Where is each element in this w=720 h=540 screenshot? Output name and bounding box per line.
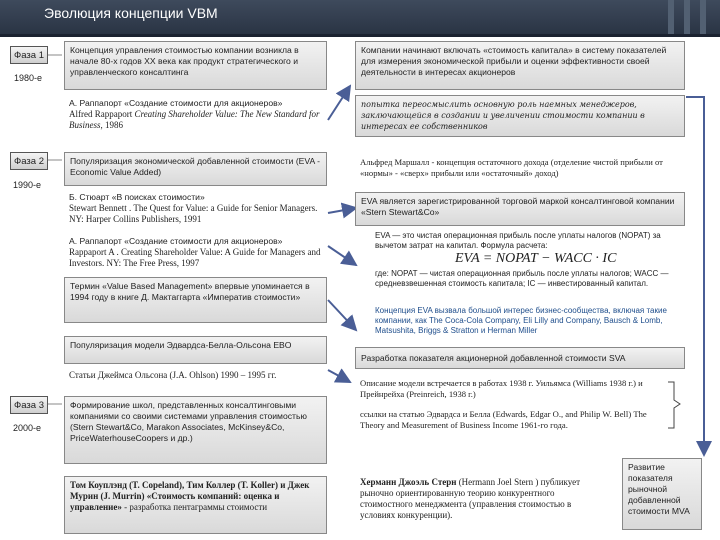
rappaport-1997 — [64, 234, 332, 274]
rappaport-1986-ru: А. Раппапорт «Создание стоимости для акционеров» — [69, 98, 283, 108]
sva-box: Разработка показателя акционерной добавленной стоимости SVA — [355, 347, 685, 369]
williams-text: Описание модели встречается в работах 1938 г. Уильямса (Williams 1938 г.) и Прейнрейха (Preinreich, 1938 г.) — [360, 378, 643, 399]
phase-3-years: 2000-е — [13, 423, 42, 433]
attempt-box: попытка переосмыслить основную роль наемных менеджеров, заключающейся в создании и увеличении стоимости компании в интересах ее собственников — [355, 95, 685, 137]
consulting-schools-box: Формирование школ, представленных консалтинговыми компаниями со своими системами управления стоимостью (Stern Stewart&Co, Marakon Associates, McKinsey&Co, PriceWaterhouseCoopers и др.) — [64, 396, 327, 464]
ebo-popularization-box: Популяризация модели Эдвардса-Белла-Ольсона EBO — [64, 336, 327, 364]
eva-formula: EVA = NOPAT − WACC · IC — [455, 251, 617, 266]
copeland-suffix: - разработка пентаграммы стоимости — [121, 502, 268, 512]
rappaport-1997-ru: А. Раппапорт «Создание стоимости для акционеров» — [69, 236, 283, 246]
rappaport-1986-author: Alfred Rappaport — [69, 109, 133, 119]
arrow-rappaport-where — [328, 246, 356, 265]
eva-popularization-box: Популяризация экономической добавленной стоимости (EVA - Economic Value Added) — [64, 152, 327, 186]
eva-interest-text: Концепция EVA вызвала большой интерес бизнес-сообщества, включая такие компании, как The Coca-Cola Company, Eli Lilly and Company, Bausch & Lomb, Matsushita, Briggs & Stratton и Herman Miller — [375, 306, 667, 335]
rappaport-1986-title: Creating Shareholder Value: The New Standard for Business — [69, 109, 320, 130]
edwards-bell-text: ссылки на статью Эдвардса и Белла (Edwards, Edgar O., and Philip W. Bell) The Theory and Measurement of Business Income 1961-го года. — [360, 409, 647, 430]
stern-rest: (Hermann Joel Stern ) публикует рыночно ориентированную теорию конкурентного стоимостного менеджмента (управления стоимостью в условиях конкуренции). — [360, 477, 581, 520]
eva-trademark-box: EVA является зарегистрированной торговой маркой консалтинговой компании «Stern Stewart&Co» — [355, 192, 685, 226]
vbm-term-box: Термин «Value Based Management» впервые упоминается в 1994 году в книге Д. Мактаггарта «Императив стоимости» — [64, 277, 327, 323]
ohlson-articles: Статьи Джеймса Ольсона (J.A. Ohlson) 1990 – 1995 гг. — [69, 370, 277, 380]
marshall-text: Альфред Маршалл - концепция остаточного дохода (отделение чистой прибыли от «нормы» - «сверх» прибыли или «остаточный» доход) — [360, 157, 663, 178]
arrow-right-mva — [686, 97, 704, 455]
stern-text — [355, 475, 605, 531]
stewart-1991-ru: Б. Стюарт «В поисках стоимости» — [69, 192, 205, 202]
phase-3-label: Фаза 3 — [10, 396, 48, 414]
copeland-book: «Стоимость компаний: оценка и управление» — [70, 491, 280, 512]
eva-definition: EVA — это чистая операционная прибыль после уплаты налогов (NOPAT) за вычетом затрат на капитал. Формула расчета: — [375, 231, 661, 250]
phase-2-label: Фаза 2 — [10, 152, 48, 170]
page-title: Эволюция концепции VBM — [44, 5, 218, 21]
phase-1-label: Фаза 1 — [10, 46, 48, 64]
companies-box: Компании начинают включать «стоимость капитала» в систему показателей для измерения экономической прибыли и оценки эффективности своей деятельности в интересах акционеров — [355, 41, 685, 90]
rappaport-1986 — [64, 96, 332, 138]
rappaport-1986-year: , 1986 — [100, 120, 123, 130]
stern-name: Херманн Джоэль Стерн — [360, 477, 457, 487]
eva-formula-legend: где: NOPAT — чистая операционная прибыль после уплаты налогов; WACC — средневзвешенная стоимость капитала; IC — инвестированный капитал. — [375, 269, 669, 288]
mva-box: Развитие показателя рыночной добавленной стоимости MVA — [622, 458, 702, 530]
phase-2-years: 1990-е — [13, 180, 42, 190]
stewart-1991 — [64, 190, 332, 230]
rappaport-1997-en: Rappaport A . Creating Shareholder Value: A Guide for Managers and Investors. NY: The Free Press, 1997 — [69, 247, 321, 268]
copeland-authors: Том Коуплэнд (T. Copeland), Тим Коллер (T. Koller) и Джек Мурин (J. Murrin) — [70, 480, 310, 501]
arrow-vbm-interest — [328, 300, 356, 330]
phase-1-years: 1980-е — [14, 73, 43, 83]
copeland-box — [64, 476, 327, 534]
concept-box: Концепция управления стоимостью компании возникла в начале 80-х годов XX века как продукт стратегического и управленческого консалтинга — [64, 41, 327, 90]
stewart-1991-en: Stewart Bennett . The Quest for Value: a Guide for Senior Managers. NY: Harper Collins Publishers, 1991 — [69, 203, 318, 224]
arrow-stewart-eva — [328, 208, 356, 213]
